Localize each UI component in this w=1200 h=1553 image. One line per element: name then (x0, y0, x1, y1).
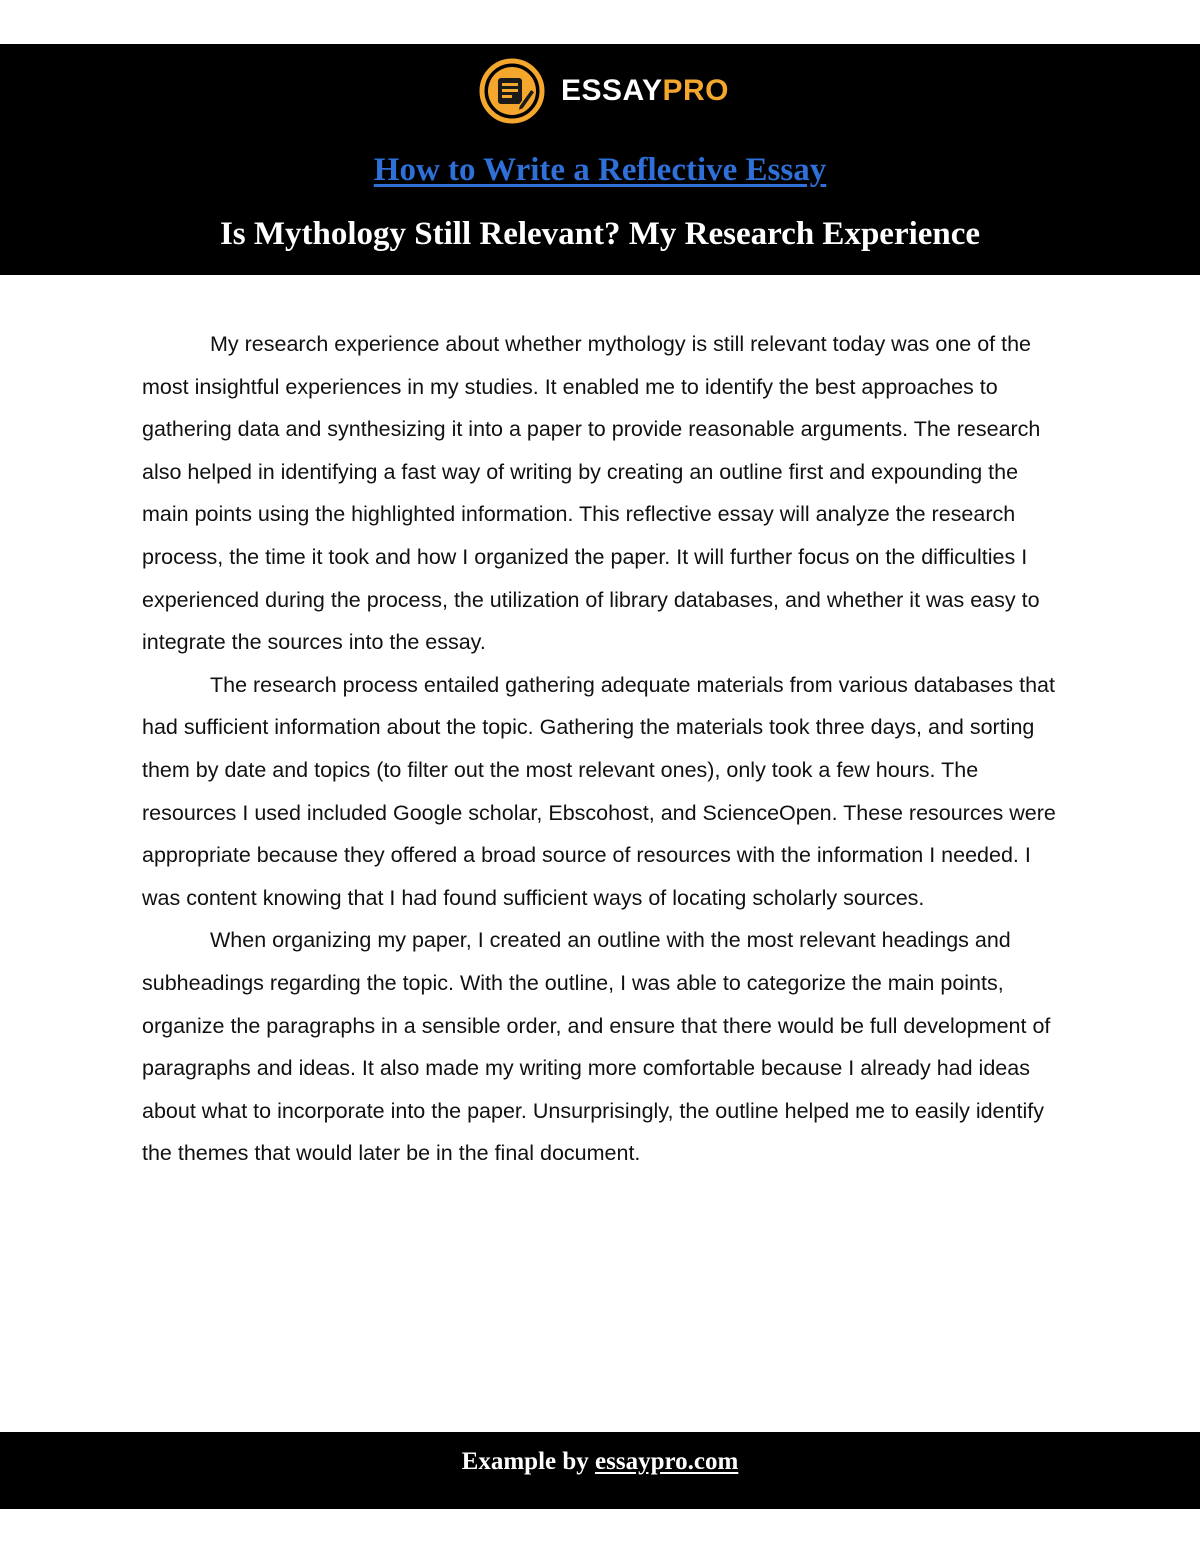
footer-prefix: Example by (461, 1448, 596, 1475)
essay-body (142, 323, 1058, 1175)
essay-paragraph: When organizing my paper, I created an outline with the most relevant headings and subheadings regarding the topic. With the outline, I was able to categorize the main points, organize the paragraphs in a sensible order, and ensure that there would be full development of paragraphs and ideas. It also made my writing more comfortable because I already had ideas about what to incorporate into the paper. Unsurprisingly, the outline helped me to easily identify the themes that would later be in the final document. (142, 928, 1051, 1166)
essay-paragraph: The research process entailed gathering adequate materials from various databases that had sufficient information about the topic. Gathering the materials took three days, and sorting them by date and topics (to filter out the most relevant ones), only took a few hours. The resources I used included Google scholar, Ebscohost, and ScienceOpen. These resources were appropriate because they offered a broad source of resources with the information I needed. I was content knowing that I had found sufficient ways of locating scholarly sources. (142, 672, 1056, 910)
essaypro-link[interactable]: essaypro.com (595, 1448, 739, 1475)
essaypro-logo[interactable] (479, 58, 729, 124)
brand-name (561, 74, 729, 108)
essay-title: Is Mythology Still Relevant? My Research Experience (219, 216, 981, 252)
brand-name-second: PRO (662, 74, 729, 107)
footer-credit (0, 1448, 1200, 1476)
essay-document-pencil-icon (479, 58, 545, 124)
guide-link[interactable]: How to Write a Reflective Essay (373, 152, 827, 188)
essay-paragraph: My research experience about whether mythology is still relevant today was one of the most insightful experiences in my studies. It enabled me to identify the best approaches to gathering data and synthesizing it into a paper to provide reasonable arguments. The research also helped in identifying a fast way of writing by creating an outline first and expounding the main points using the highlighted information. This reflective essay will analyze the research process, the time it took and how I organized the paper. It will further focus on the difficulties I experienced during the process, the utilization of library databases, and whether it was easy to integrate the sources into the essay. (142, 332, 1041, 655)
brand-name-first: ESSAY (561, 74, 663, 107)
